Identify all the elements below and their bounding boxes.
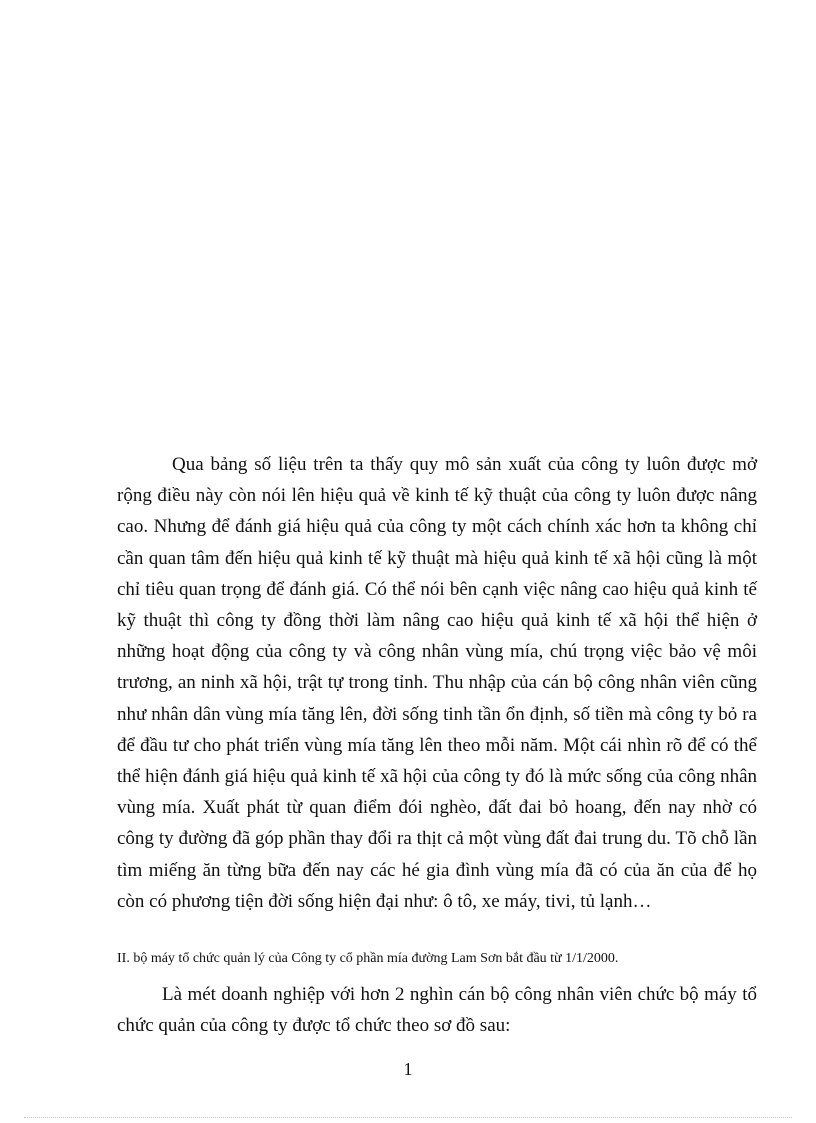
page-bottom-divider: [24, 1117, 792, 1118]
section-heading: II. bộ máy tổ chức quản lý của Công ty cổ phần mía đường Lam Sơn bắt đầu từ 1/1/2000.: [117, 951, 619, 966]
page-number: 1: [403, 1059, 413, 1079]
body-paragraph-2: Là mét doanh nghiệp với hơn 2 nghìn cán bộ công nhân viên chức bộ máy tổ chức quản của công ty được tổ chức theo sơ đồ sau:: [117, 984, 757, 1037]
body-paragraph: Qua bảng số liệu trên ta thấy quy mô sản xuất của công ty luôn được mở rộng điều này còn nói lên hiệu quả về kinh tế kỹ thuật của công ty luôn được nâng cao. Nhưng để đánh giá hiệu quả của công ty một cách chính xác hơn ta không chỉ cần quan tâm đến hiệu quả kinh tế kỹ thuật mà hiệu quả kinh tế xã hội cũng là một chỉ tiêu quan trọng để đánh giá. Có thể nói bên cạnh việc nâng cao hiệu quả kinh tế kỹ thuật thì công ty đồng thời làm nâng cao hiệu quả kinh tế xã hội thể hiện ở những hoạt động của công ty và công nhân vùng mía, chú trọng việc bảo vệ môi trương, an ninh xã hội, trật tự trong tỉnh. Thu nhập của cán bộ công nhân viên cũng như nhân dân vùng mía tăng lên, đời sống tinh tần ổn định, số tiền mà công ty bỏ ra để đầu tư cho phát triển vùng mía tăng lên theo mỗi năm. Một cái nhìn rõ để có thể thể hiện đánh giá hiệu quả kinh tế xã hội của công ty đó là mức sống của công nhân vùng mía. Xuất phát từ quan điểm đói nghèo, đất đai bỏ hoang, đến nay nhờ có công ty đường đã góp phần thay đổi ra thịt cả một vùng đất đai trung du. Tõ chỗ lần tìm miếng ăn từng bữa đến nay các hé gia đình vùng mía đã có của ăn của để họ còn có phương tiện đời sống hiện đại như: ô tô, xe máy, tivi, tủ lạnh…: [117, 454, 757, 912]
